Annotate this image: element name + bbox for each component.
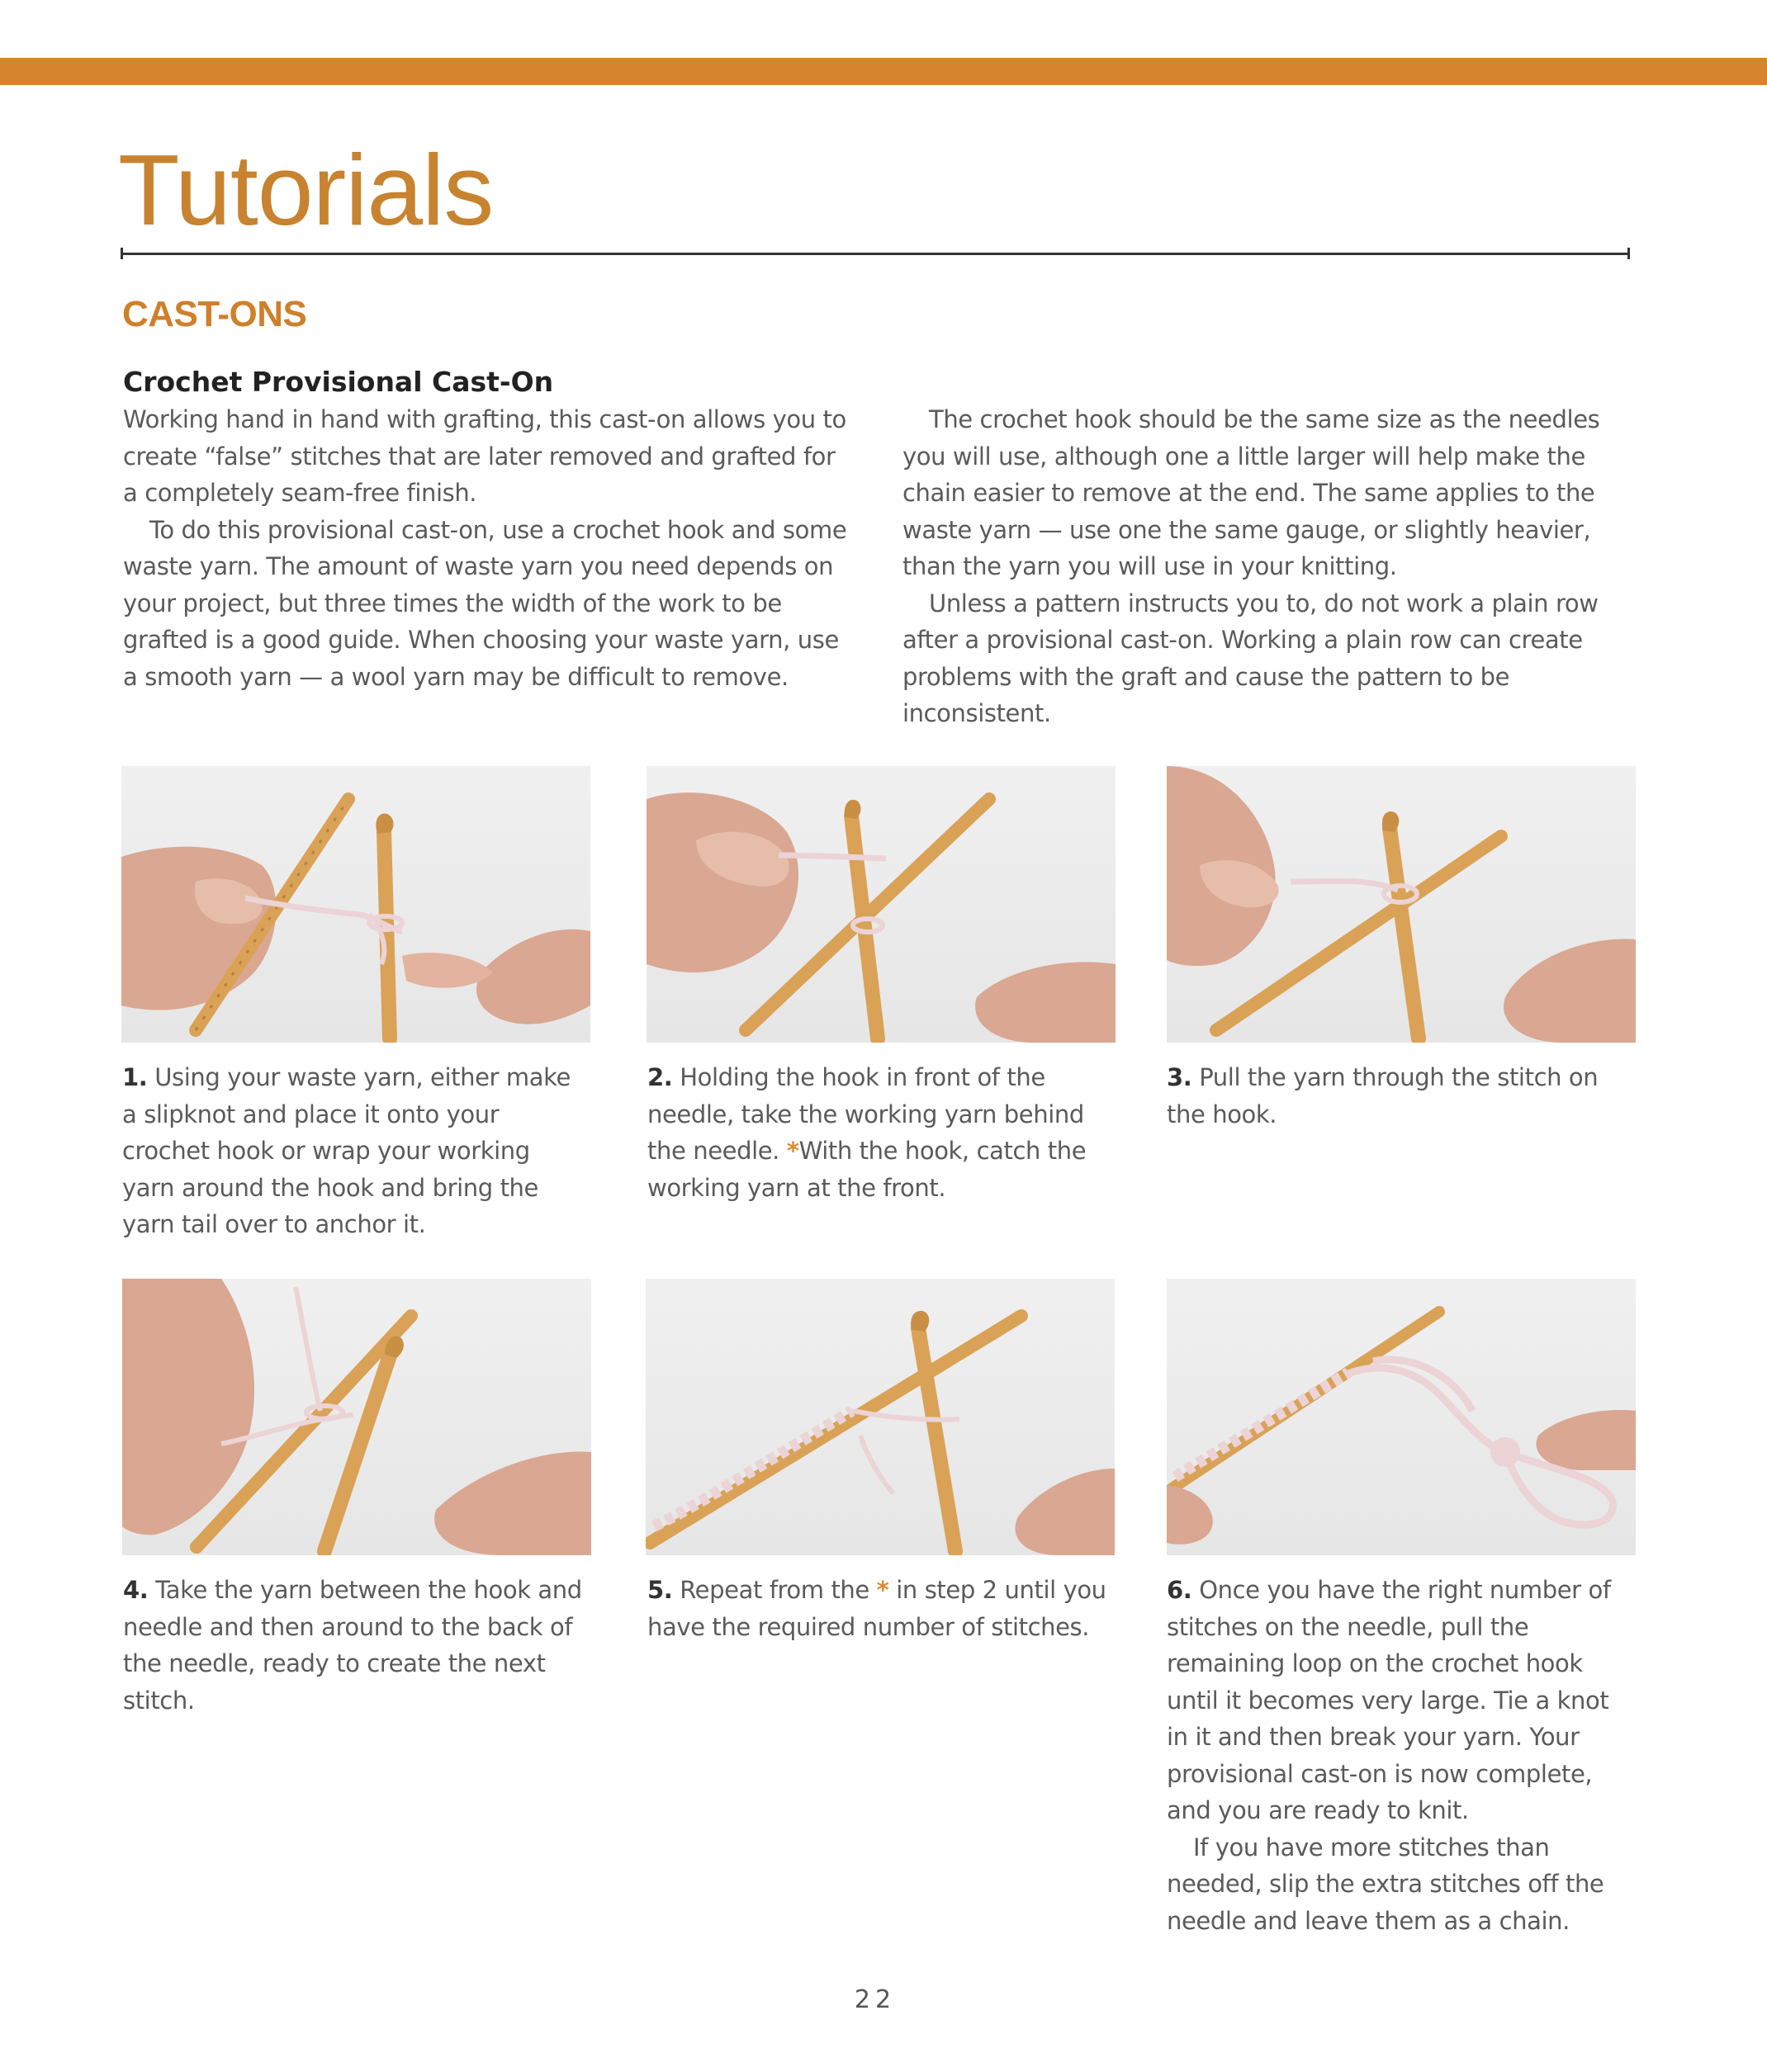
rule-cap-left — [121, 248, 123, 259]
step-number: 4. — [123, 1576, 149, 1604]
step-1-photo — [121, 766, 590, 1043]
step-1-caption — [122, 1059, 585, 1243]
rule-cap-right — [1627, 248, 1630, 259]
intro-left-column — [123, 401, 850, 695]
step-note: If you have more stitches than needed, slip the extra stitches off the needle and leave them as a chain. — [1167, 1833, 1604, 1935]
step-2-photo — [647, 766, 1116, 1043]
step-3-photo — [1167, 766, 1636, 1043]
intro-paragraph: Unless a pattern instructs you to, do not work a plain row after a provisional cast-on. Working a plain row can create problems with the graft and cause the pattern to be inconsistent. — [902, 589, 1599, 727]
step-5-caption — [647, 1572, 1110, 1645]
top-accent-bar — [0, 58, 1767, 85]
step-text: With the hook, catch the working yarn at the front. — [647, 1137, 1087, 1202]
step-number: 3. — [1167, 1063, 1192, 1091]
step-6-photo — [1167, 1279, 1636, 1555]
step-number: 1. — [122, 1063, 148, 1091]
intro-right-column — [902, 401, 1637, 732]
step-text: in step 2 until you have the required number of stitches. — [647, 1576, 1106, 1641]
step-4-photo — [122, 1279, 591, 1555]
step-5-photo — [646, 1279, 1115, 1555]
step-text: Pull the yarn through the stitch on the hook. — [1167, 1063, 1599, 1128]
step-text: Holding the hook in front of the needle, take the working yarn behind the needle. — [647, 1063, 1084, 1165]
step-text: Once you have the right number of stitches on the needle, pull the remaining loop on the crochet hook until it becomes very large. Tie a knot in it and then break your yarn. Your provisional cast-on is now complete, and you are ready to knit. — [1167, 1576, 1611, 1824]
title-rule — [121, 253, 1630, 255]
step-3-caption — [1167, 1059, 1629, 1133]
asterisk-marker: * — [876, 1576, 889, 1604]
page-title: Tutorials — [118, 134, 494, 246]
step-text: Using your waste yarn, either make a slipknot and place it onto your crochet hook or wrap your working yarn around the hook and bring the yarn tail over to anchor it. — [122, 1063, 571, 1238]
step-text: Take the yarn between the hook and needle and then around to the back of the needle, ready to create the next stitch. — [123, 1576, 582, 1715]
step-2-caption — [647, 1059, 1110, 1206]
step-number: 5. — [647, 1576, 673, 1604]
step-text: Repeat from the — [680, 1576, 877, 1604]
step-4-caption — [123, 1572, 585, 1719]
step-number: 6. — [1167, 1576, 1192, 1604]
intro-paragraph: Working hand in hand with grafting, this cast-on allows you to create “false” stitches that are later removed and grafted for a completely seam-free finish. — [123, 405, 846, 507]
technique-title: Crochet Provisional Cast-On — [123, 366, 554, 398]
asterisk-marker: * — [786, 1137, 799, 1165]
section-heading: CAST-ONS — [122, 294, 307, 334]
intro-paragraph: The crochet hook should be the same size as the needles you will use, although one a little larger will help make the chain easier to remove at the end. The same applies to the waste yarn — use one the same gauge, or slightly heavier, than the yarn you will use in your knitting. — [902, 405, 1600, 580]
page-number: 22 — [854, 1985, 897, 2014]
step-6-caption — [1167, 1572, 1629, 1939]
intro-paragraph: To do this provisional cast-on, use a crochet hook and some waste yarn. The amount of waste yarn you need depends on your project, but three times the width of the work to be grafted is a good guide. When choosing your waste yarn, use a smooth yarn — a wool yarn may be difficult to remove. — [123, 515, 847, 691]
step-number: 2. — [647, 1063, 673, 1091]
